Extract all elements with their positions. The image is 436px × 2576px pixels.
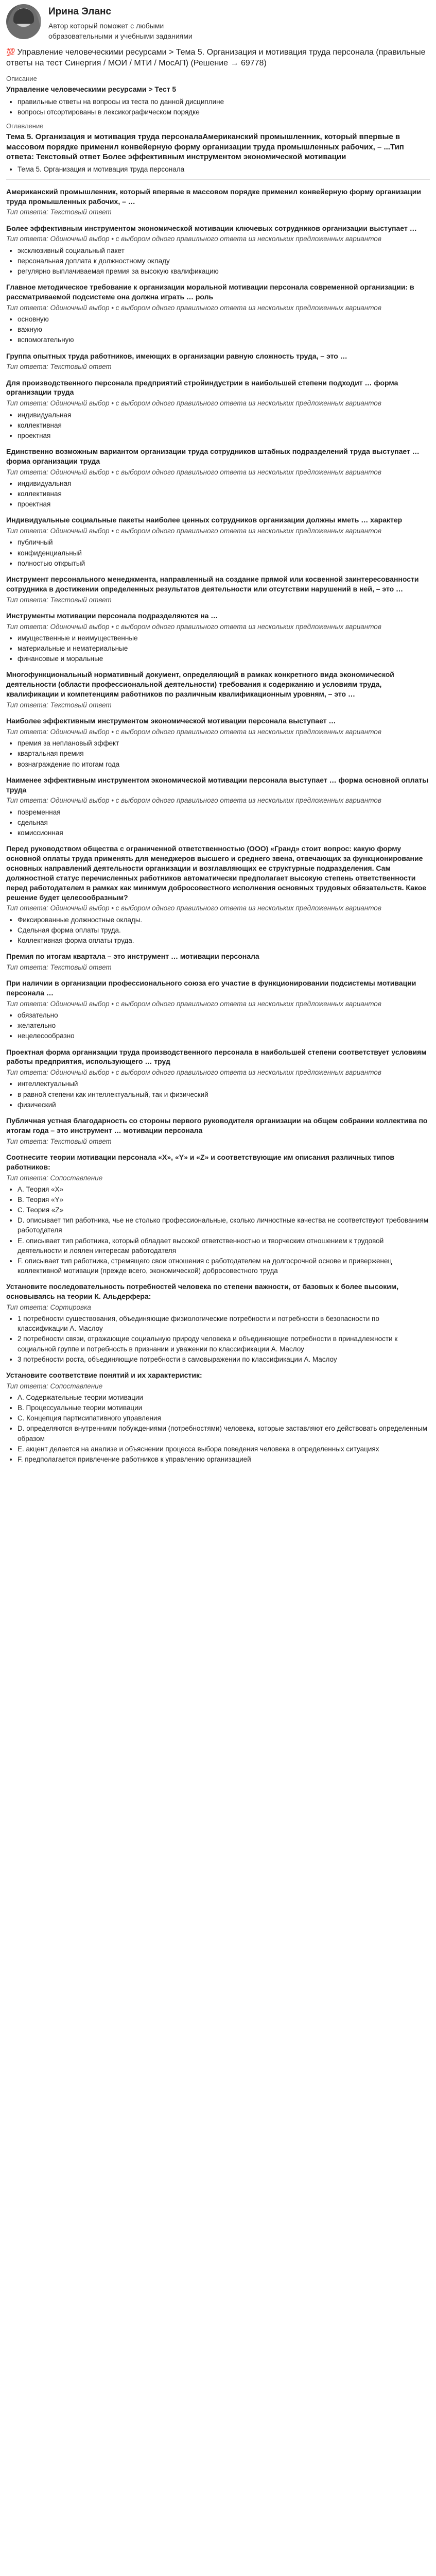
answer-type: Тип ответа: Текстовый ответ bbox=[6, 701, 112, 709]
answer-option: • персональная доплата к должностному окладу bbox=[18, 256, 430, 266]
answer-type: Тип ответа: Одиночный выбор • с выбором одного правильного ответа из нескольких предложенных вариантов bbox=[6, 527, 381, 535]
question-text: Публичная устная благодарность со стороны первого руководителя организации на общем собрании коллектива по итогам года – это инструмент … мотивации персонала bbox=[6, 1116, 428, 1134]
answer-option: • коллективная bbox=[18, 489, 430, 499]
answer-type: Тип ответа: Одиночный выбор • с выбором одного правильного ответа из нескольких предложенных вариантов bbox=[6, 399, 381, 408]
question-block bbox=[6, 1282, 430, 1364]
answer-option: • основную bbox=[18, 314, 430, 324]
question-block bbox=[6, 378, 430, 440]
answer-option: • Фиксированные должностные оклады. bbox=[18, 915, 430, 925]
answer-type: Тип ответа: Текстовый ответ bbox=[6, 208, 112, 216]
answer-option: • A. Теория «X» bbox=[18, 1184, 430, 1194]
answer-option: • Коллективная форма оплаты труда. bbox=[18, 936, 430, 945]
answer-option: • полностью открытый bbox=[18, 558, 430, 568]
description-label: Описание bbox=[6, 74, 37, 82]
question-text: При наличии в организации профессионального союза его участие в функционировании подсистемы мотивации персонала … bbox=[6, 979, 416, 997]
answer-option: • имущественные и неимущественные bbox=[18, 633, 430, 643]
question-block bbox=[6, 1047, 430, 1110]
answer-options bbox=[6, 314, 430, 345]
answer-option: • обязательно bbox=[18, 1010, 430, 1020]
question-text: Премия по итогам квартала – это инструмент … мотивации персонала bbox=[6, 952, 259, 961]
answer-type: Тип ответа: Одиночный выбор • с выбором одного правильного ответа из нескольких предложенных вариантов bbox=[6, 904, 381, 912]
question-text: Единственно возможным вариантом организации труда сотрудников штабных подразделений труда выступает … форма организации труда bbox=[6, 447, 420, 465]
answer-option: • нецелесообразно bbox=[18, 1031, 430, 1041]
toc-heading: Тема 5. Организация и мотивация труда персоналаАмериканский промышленник, который впервые в массовом порядке применил конвейерную форму организации труда промышленных рабочих, – ...Тип ответа: Текстовый ответ Более эффективным инструментом экономической мотивации bbox=[6, 132, 404, 161]
question-text: Наименее эффективным инструментом экономической мотивации персонала выступает … форма основной оплаты труда bbox=[6, 775, 429, 794]
answer-option: • 1 потребности существования, объединяющие физиологические потребности и потребности в безопасности по классификации А. Маслоу bbox=[18, 1314, 430, 1333]
question-block bbox=[6, 611, 430, 664]
answer-option: • публичный bbox=[18, 537, 430, 547]
author-block bbox=[6, 4, 430, 42]
answer-option: • Сдельная форма оплаты труда. bbox=[18, 925, 430, 935]
description-item: • вопросы отсортированы в лексикографическом порядке bbox=[18, 107, 430, 117]
question-block bbox=[6, 515, 430, 568]
answer-option: • материальные и нематериальные bbox=[18, 643, 430, 653]
answer-option: • квартальная премия bbox=[18, 749, 430, 758]
answer-option: • C. Теория «Z» bbox=[18, 1205, 430, 1215]
answer-options bbox=[6, 479, 430, 509]
answer-options bbox=[6, 410, 430, 440]
page-title-text: Управление человеческими ресурсами > Тема 5. Организация и мотивация труда персонала (правильные ответы на тест Синергия / МОИ / МТИ / МосАП) (Решение → 69778) bbox=[6, 47, 426, 68]
question-block bbox=[6, 282, 430, 345]
answer-option: • вспомогательную bbox=[18, 335, 430, 345]
question-block bbox=[6, 224, 430, 277]
author-description: Автор который поможет с любыми образовательными и учебными заданиями bbox=[48, 21, 193, 40]
author-avatar[interactable] bbox=[6, 4, 41, 39]
question-block bbox=[6, 1153, 430, 1276]
answer-option: • проектная bbox=[18, 431, 430, 440]
question-text: Проектная форма организации труда производственного персонала в наибольшей степени соответствует условиям работы предприятия, использующего … труд bbox=[6, 1047, 427, 1066]
question-block bbox=[6, 574, 430, 605]
question-text: Американский промышленник, который впервые в массовом порядке применил конвейерную форму организации труда промышленных рабочих, – … bbox=[6, 187, 421, 206]
answer-options bbox=[6, 1393, 430, 1464]
answer-option: • F. предполагается привлечение работников к управлению организацией bbox=[18, 1454, 430, 1464]
description-heading: Управление человеческими ресурсами > Тест 5 bbox=[6, 85, 177, 94]
answer-option: • премия за неплановый эффект bbox=[18, 738, 430, 748]
question-text: Соотнесите теории мотивации персонала «X», «Y» и «Z» и соответствующие им описания различных типов работников: bbox=[6, 1153, 394, 1171]
answer-options bbox=[6, 1079, 430, 1109]
answer-type: Тип ответа: Текстовый ответ bbox=[6, 363, 112, 371]
question-text: Инструмент персонального менеджмента, направленный на создание прямой или косвенной заинтересованности сотрудника в достижении определенных результатов деятельности или отсутствии нарушений в ней, – это … bbox=[6, 574, 419, 593]
answer-option: • финансовые и моральные bbox=[18, 654, 430, 664]
answer-options bbox=[6, 1314, 430, 1364]
toc-item[interactable]: • Тема 5. Организация и мотивация труда персонала bbox=[18, 164, 430, 174]
answer-option: • индивидуальная bbox=[18, 479, 430, 488]
question-block bbox=[6, 351, 430, 372]
answer-type: Тип ответа: Одиночный выбор • с выбором одного правильного ответа из нескольких предложенных вариантов bbox=[6, 235, 381, 243]
answer-option: • E. акцент делается на анализе и объяснении процесса выбора поведения человека в определенных ситуациях bbox=[18, 1444, 430, 1454]
answer-option: • повременная bbox=[18, 807, 430, 817]
answer-type: Тип ответа: Одиночный выбор • с выбором одного правильного ответа из нескольких предложенных вариантов bbox=[6, 622, 381, 631]
question-block bbox=[6, 978, 430, 1041]
answer-options bbox=[6, 246, 430, 276]
answer-option: • A. Содержательные теории мотивации bbox=[18, 1393, 430, 1402]
answer-option: • проектная bbox=[18, 499, 430, 509]
question-block bbox=[6, 447, 430, 509]
answer-option: • желательно bbox=[18, 1021, 430, 1030]
answer-option: • вознаграждение по итогам года bbox=[18, 759, 430, 769]
question-text: Главное методическое требование к организации моральной мотивации персонала современной организации: в рассматриваемой подсистеме она должна играть … роль bbox=[6, 283, 414, 301]
answer-options bbox=[6, 738, 430, 769]
answer-type: Тип ответа: Текстовый ответ bbox=[6, 1137, 112, 1145]
question-text: Инструменты мотивации персонала подразделяются на … bbox=[6, 611, 218, 620]
answer-type: Тип ответа: Одиночный выбор • с выбором одного правильного ответа из нескольких предложенных вариантов bbox=[6, 468, 381, 476]
description-item: • правильные ответы на вопросы из теста по данной дисциплине bbox=[18, 97, 430, 107]
answer-option: • в равной степени как интеллектуальный, так и физический bbox=[18, 1090, 430, 1099]
answer-option: • физический bbox=[18, 1100, 430, 1110]
answer-option: • индивидуальная bbox=[18, 410, 430, 420]
toc-list bbox=[6, 164, 430, 174]
answer-option: • C. Концепция партисипативного управления bbox=[18, 1413, 430, 1423]
question-text: Установите последовательность потребностей человека по степени важности, от базовых к более высоким, основываясь на теории К. Альдерфера: bbox=[6, 1282, 399, 1301]
question-text: Установите соответствие понятий и их характеристик: bbox=[6, 1370, 202, 1379]
answer-type: Тип ответа: Одиночный выбор • с выбором одного правильного ответа из нескольких предложенных вариантов bbox=[6, 728, 381, 736]
toc-label: Оглавление bbox=[6, 122, 44, 130]
answer-options bbox=[6, 807, 430, 838]
question-block bbox=[6, 952, 430, 972]
answer-type: Тип ответа: Текстовый ответ bbox=[6, 596, 112, 604]
question-block bbox=[6, 775, 430, 838]
answer-option: • интеллектуальный bbox=[18, 1079, 430, 1089]
description-list bbox=[6, 97, 430, 117]
answer-options bbox=[6, 537, 430, 568]
answer-option: • E. описывает тип работника, который обладает высокой ответственностью и творческим отношением к трудовой деятельности и лоялен интересам работодателя bbox=[18, 1236, 430, 1256]
answer-type: Тип ответа: Сортировка bbox=[6, 1303, 91, 1311]
answer-type: Тип ответа: Текстовый ответ bbox=[6, 963, 112, 971]
answer-option: • B. Процессуальные теории мотивации bbox=[18, 1403, 430, 1413]
question-block bbox=[6, 670, 430, 710]
answer-options bbox=[6, 633, 430, 664]
question-block bbox=[6, 716, 430, 769]
answer-option: • D. описывает тип работника, чье не столько профессиональные, сколько личностные качества не соответствуют требованиям работодателя bbox=[18, 1215, 430, 1235]
answer-option: • D. определяются внутренними побуждениями (потребностями) человека, которые заставляют его действовать определенным образом bbox=[18, 1423, 430, 1443]
answer-option: • коллективная bbox=[18, 420, 430, 430]
question-text: Перед руководством общества с ограниченной ответственностью (ООО) «Гранд» стоит вопрос: какую форму основной оплаты труда применять для менеджеров высшего и среднего звена, отвечающих за функционирование основных направлений деятельности организации и возглавляющих ее структурные подразделения. Сам должностной статус перечисленных работников автоматически предполагает высокую степень ответственности перед работодателем в рамках как минимум добросовестного исполнения основных трудовых обязательств. Какое решение будет целесообразным? bbox=[6, 844, 427, 902]
answer-options bbox=[6, 1010, 430, 1041]
answer-type: Тип ответа: Сопоставление bbox=[6, 1174, 103, 1182]
answer-option: • важную bbox=[18, 325, 430, 334]
question-text: Для производственного персонала предприятий стройиндустрии в наибольшей степени подходит … форма организации труда bbox=[6, 378, 398, 397]
question-block bbox=[6, 844, 430, 945]
question-text: Более эффективным инструментом экономической мотивации ключевых сотрудников организации выступает … bbox=[6, 224, 417, 232]
answer-options bbox=[6, 915, 430, 945]
page-title bbox=[6, 47, 430, 69]
answer-type: Тип ответа: Одиночный выбор • с выбором одного правильного ответа из нескольких предложенных вариантов bbox=[6, 796, 381, 805]
answer-option: • F. описывает тип работника, стремящего свои отношения с работодателем на долгосрочной основе и приверженец коллективной мотивации (прежде всего, экономической) добросовестного труда bbox=[18, 1256, 430, 1276]
author-name[interactable]: Ирина Эланс bbox=[48, 6, 111, 17]
answer-option: • регулярно выплачиваемая премия за высокую квалификацию bbox=[18, 266, 430, 276]
hundred-points-icon: 💯 bbox=[6, 47, 15, 56]
answer-option: • B. Теория «Y» bbox=[18, 1195, 430, 1205]
divider bbox=[6, 179, 430, 180]
answer-option: • эксклюзивный социальный пакет bbox=[18, 246, 430, 256]
answer-option: • 2 потребности связи, отражающие социальную природу человека и объединяющие потребности в принадлежности к социальной группе и потребность в признании и уважении по классификации А. Маслоу bbox=[18, 1334, 430, 1353]
question-text: Наиболее эффективным инструментом экономической мотивации персонала выступает … bbox=[6, 717, 336, 725]
question-list bbox=[6, 187, 430, 1464]
answer-type: Тип ответа: Одиночный выбор • с выбором одного правильного ответа из нескольких предложенных вариантов bbox=[6, 1069, 381, 1077]
question-block bbox=[6, 187, 430, 217]
answer-type: Тип ответа: Одиночный выбор • с выбором одного правильного ответа из нескольких предложенных вариантов bbox=[6, 999, 381, 1008]
answer-type: Тип ответа: Сопоставление bbox=[6, 1382, 103, 1390]
answer-option: • конфиденциальный bbox=[18, 548, 430, 558]
question-text: Многофункциональный нормативный документ, определяющий в рамках конкретного вида экономической деятельности (области профессиональной деятельности) требования к содержанию и условиям труда, квалификации и компетенциям работников по различным квалификационным уровням, – это … bbox=[6, 670, 394, 699]
answer-type: Тип ответа: Одиночный выбор • с выбором одного правильного ответа из нескольких предложенных вариантов bbox=[6, 303, 381, 312]
answer-options bbox=[6, 1184, 430, 1276]
answer-option: • сдельная bbox=[18, 818, 430, 827]
answer-option: • 3 потребности роста, объединяющие потребности в самовыражении по классификации А. Маслоу bbox=[18, 1354, 430, 1364]
answer-option: • комиссионная bbox=[18, 828, 430, 838]
question-text: Группа опытных труда работников, имеющих в организации равную сложность труда, – это … bbox=[6, 351, 347, 360]
question-block bbox=[6, 1116, 430, 1146]
question-block bbox=[6, 1370, 430, 1464]
question-text: Индивидуальные социальные пакеты наиболее ценных сотрудников организации должны иметь … характер bbox=[6, 516, 403, 524]
